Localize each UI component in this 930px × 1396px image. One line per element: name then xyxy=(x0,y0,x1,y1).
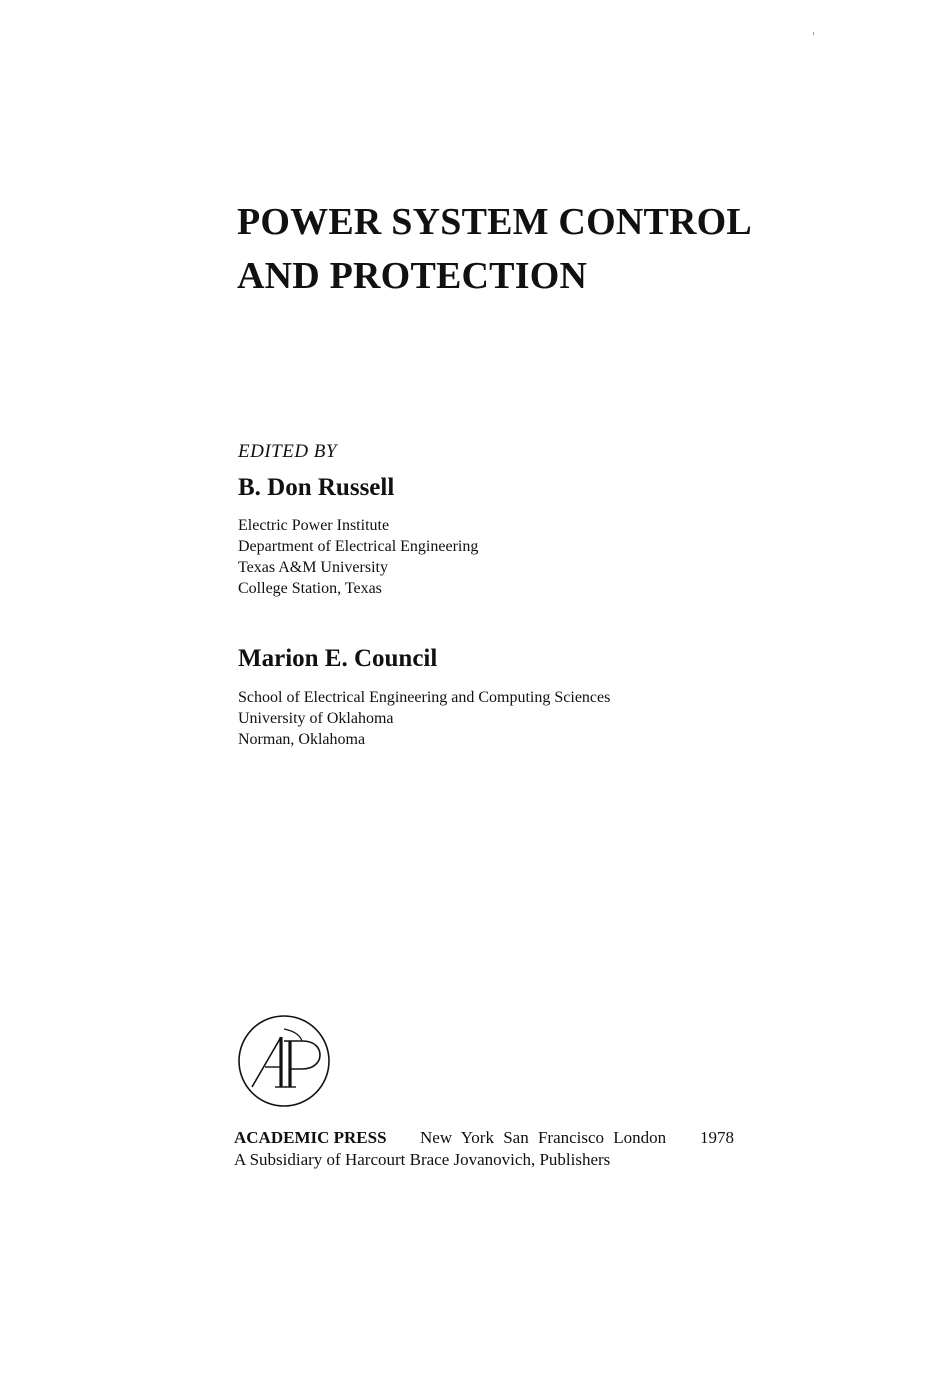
book-title-line-1: POWER SYSTEM CONTROL xyxy=(237,201,752,243)
affiliation-line: Department of Electrical Engineering xyxy=(238,538,479,555)
publisher-name: ACADEMIC PRESS xyxy=(234,1128,387,1147)
publication-year: 1978 xyxy=(700,1128,734,1147)
book-title-line-2: AND PROTECTION xyxy=(237,255,588,297)
editor-affiliation xyxy=(238,515,478,599)
editor-affiliation xyxy=(238,687,610,750)
edited-by-label: EDITED BY xyxy=(238,441,337,462)
affiliation-line: Electric Power Institute xyxy=(238,517,390,534)
publisher-subsidiary: A Subsidiary of Harcourt Brace Jovanovich, Publishers xyxy=(234,1150,611,1169)
affiliation-line: University of Oklahoma xyxy=(238,710,394,727)
affiliation-line: Texas A&M University xyxy=(238,559,388,576)
publisher-cities: New York San Francisco London xyxy=(420,1128,667,1147)
editor-name: Marion E. Council xyxy=(238,645,438,672)
affiliation-line: Norman, Oklahoma xyxy=(238,731,366,748)
affiliation-line: College Station, Texas xyxy=(238,580,382,597)
editor-name: B. Don Russell xyxy=(238,474,395,501)
scan-speck xyxy=(813,32,814,35)
academic-press-logo-icon xyxy=(236,1015,332,1111)
affiliation-line: School of Electrical Engineering and Computing Sciences xyxy=(238,689,611,706)
